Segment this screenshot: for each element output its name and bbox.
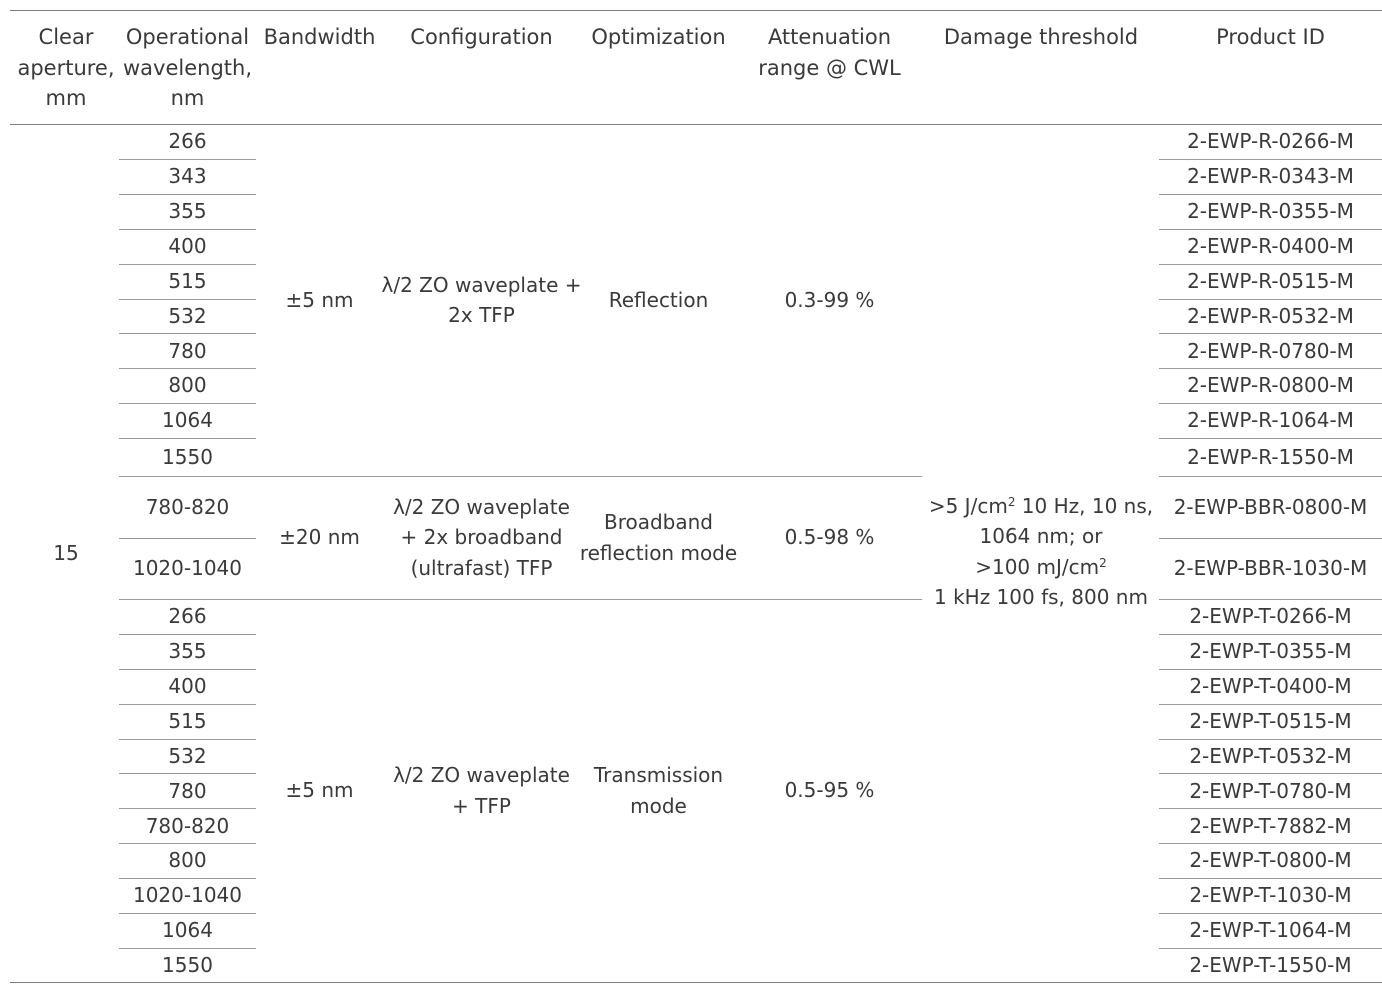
- cell-wavelength-line: 780-820: [145, 813, 230, 838]
- cell-product-id-line: 2-EWP-R-0400-M: [1187, 233, 1354, 258]
- cell-bandwidth-line: ±20 nm: [279, 525, 360, 550]
- cell-product-id-line: 2-EWP-R-0355-M: [1187, 198, 1354, 223]
- cell-product-id: [1159, 704, 1382, 739]
- cell-wavelength-line: 800: [168, 848, 207, 873]
- damage-line-1: >5 $J/cm^2$ 10 Hz, 10 ns,: [928, 493, 1154, 518]
- cell-product-id: [1159, 438, 1382, 476]
- cell-wavelength: [119, 124, 256, 159]
- cell-wavelength: [119, 669, 256, 704]
- cell-optimization: [580, 599, 737, 983]
- cell-bandwidth: [256, 599, 383, 983]
- cell-attenuation-range-line: 0.5-98 %: [784, 525, 875, 550]
- header-clear-aperture: [0, 22, 132, 114]
- cell-product-id: [1159, 159, 1382, 194]
- cell-product-id: [1159, 599, 1382, 634]
- cell-configuration-line: λ/2 ZO waveplate +: [381, 272, 582, 297]
- cell-configuration: [383, 124, 580, 477]
- cell-wavelength: [119, 948, 256, 983]
- cell-wavelength-line: 532: [168, 743, 207, 768]
- header-configuration: [383, 22, 580, 53]
- cell-wavelength: [119, 368, 256, 403]
- cell-optimization-line: reflection mode: [579, 540, 738, 565]
- header-damage-threshold-line: Damage threshold: [943, 25, 1139, 49]
- cell-wavelength-line: 515: [168, 268, 207, 293]
- cell-wavelength-line: 532: [168, 303, 207, 328]
- cell-product-id-line: 2-EWP-R-0343-M: [1187, 164, 1354, 189]
- cell-product-id: [1159, 124, 1382, 159]
- cell-bandwidth-line: ±5 nm: [285, 288, 354, 312]
- cell-product-id-line: 2-EWP-T-0800-M: [1189, 848, 1352, 873]
- cell-product-id: [1159, 264, 1382, 299]
- cell-wavelength-line: 266: [168, 129, 207, 154]
- cell-clear-aperture: [0, 124, 132, 982]
- header-attenuation-range-line: range @ CWL: [758, 55, 901, 80]
- cell-attenuation-range-line: 0.3-99 %: [784, 288, 875, 312]
- cell-product-id: [1159, 299, 1382, 334]
- header-operational-wavelength-line: wavelength,: [122, 55, 252, 80]
- cell-product-id: [1159, 333, 1382, 368]
- cell-clear-aperture-line: 15: [53, 540, 79, 565]
- cell-wavelength: [119, 913, 256, 948]
- cell-optimization-line: Reflection: [608, 288, 709, 312]
- cell-configuration-line: 2x TFP: [448, 303, 515, 328]
- cell-wavelength-line: 780-820: [145, 494, 230, 519]
- cell-product-id-line: 2-EWP-T-1550-M: [1189, 953, 1352, 978]
- cell-optimization-line: Broadband: [603, 510, 713, 534]
- header-bandwidth: [256, 22, 383, 53]
- cell-wavelength-line: 355: [168, 639, 207, 664]
- cell-configuration-line: λ/2 ZO waveplate: [393, 763, 570, 788]
- cell-product-id: [1159, 878, 1382, 913]
- cell-product-id-line: 2-EWP-T-0515-M: [1189, 708, 1352, 733]
- header-clear-aperture-line: aperture,: [17, 55, 115, 80]
- header-attenuation-range-line: Attenuation: [767, 25, 892, 49]
- cell-bandwidth: [256, 477, 383, 599]
- cell-configuration: [383, 599, 580, 983]
- cell-wavelength-line: 400: [168, 233, 207, 258]
- cell-product-id: [1159, 774, 1382, 809]
- cell-product-id-line: 2-EWP-R-0532-M: [1187, 303, 1354, 328]
- cell-wavelength: [119, 774, 256, 809]
- cell-wavelength-line: 1020-1040: [132, 883, 242, 908]
- header-bandwidth-line: Bandwidth: [263, 25, 376, 49]
- header-configuration-line: Configuration: [410, 25, 553, 49]
- cell-attenuation-range: [737, 477, 922, 599]
- cell-optimization: [580, 477, 737, 599]
- cell-wavelength: [119, 739, 256, 774]
- damage-line-4: 1 kHz 100 fs, 800 nm: [934, 585, 1148, 609]
- cell-wavelength-line: 266: [168, 603, 207, 628]
- table-bottom-rule: [10, 982, 1382, 983]
- cell-wavelength-line: 800: [168, 373, 207, 398]
- cell-product-id-line: 2-EWP-BBR-1030-M: [1173, 555, 1368, 580]
- header-optimization: [580, 22, 737, 53]
- cell-product-id: [1159, 229, 1382, 264]
- cell-product-id-line: 2-EWP-T-0780-M: [1189, 778, 1352, 803]
- cell-wavelength-line: 515: [168, 708, 207, 733]
- cell-wavelength-line: 400: [168, 673, 207, 698]
- header-clear-aperture-line: mm: [45, 86, 87, 110]
- cell-product-id: [1159, 739, 1382, 774]
- cell-wavelength: [119, 299, 256, 334]
- cell-product-id: [1159, 403, 1382, 438]
- cell-wavelength: [119, 403, 256, 438]
- cell-configuration: [383, 477, 580, 599]
- cell-product-id-line: 2-EWP-T-0400-M: [1189, 673, 1352, 698]
- cell-product-id-line: 2-EWP-R-0266-M: [1187, 129, 1354, 154]
- damage-line-3: >100 $mJ/cm^2$: [975, 554, 1107, 579]
- cell-product-id-line: 2-EWP-T-1030-M: [1189, 883, 1352, 908]
- cell-attenuation-range: [737, 599, 922, 983]
- cell-wavelength-line: 780: [168, 778, 207, 803]
- cell-wavelength: [119, 333, 256, 368]
- header-optimization-line: Optimization: [591, 25, 726, 49]
- cell-bandwidth-line: ±5 nm: [285, 778, 354, 803]
- cell-product-id-line: 2-EWP-T-0355-M: [1189, 639, 1352, 664]
- header-operational-wavelength-line: nm: [170, 86, 205, 110]
- cell-attenuation-range: [737, 124, 922, 477]
- cell-product-id: [1159, 669, 1382, 704]
- table-top-rule: [10, 10, 1382, 11]
- cell-wavelength: [119, 704, 256, 739]
- cell-product-id: [1159, 194, 1382, 229]
- cell-wavelength-line: 355: [168, 198, 207, 223]
- header-product-id: [1159, 22, 1382, 53]
- cell-optimization-line: mode: [630, 793, 687, 818]
- cell-wavelength: [119, 194, 256, 229]
- damage-line-2: 1064 nm; or: [979, 524, 1103, 548]
- cell-bandwidth: [256, 124, 383, 477]
- header-attenuation-range: [737, 22, 922, 83]
- cell-product-id: [1159, 843, 1382, 878]
- cell-configuration-line: + 2x broadband: [400, 525, 563, 550]
- cell-wavelength-line: 780: [168, 338, 207, 363]
- cell-product-id-line: 2-EWP-R-1550-M: [1187, 445, 1354, 470]
- cell-product-id: [1159, 808, 1382, 843]
- cell-configuration-line: λ/2 ZO waveplate: [393, 494, 570, 519]
- cell-wavelength-line: 1064: [162, 918, 213, 943]
- cell-product-id-line: 2-EWP-R-1064-M: [1187, 408, 1354, 433]
- cell-wavelength: [119, 159, 256, 194]
- cell-product-id-line: 2-EWP-T-7882-M: [1189, 813, 1352, 838]
- cell-wavelength: [119, 808, 256, 843]
- cell-wavelength-line: 1550: [162, 445, 213, 470]
- cell-product-id-line: 2-EWP-T-1064-M: [1189, 918, 1352, 943]
- cell-attenuation-range-line: 0.5-95 %: [784, 778, 875, 803]
- cell-configuration-line: + TFP: [452, 793, 511, 818]
- cell-product-id: [1159, 634, 1382, 669]
- header-operational-wavelength: [119, 22, 256, 114]
- header-damage-threshold: [922, 22, 1160, 53]
- cell-wavelength-line: 343: [168, 164, 207, 189]
- cell-wavelength: [119, 438, 256, 476]
- cell-wavelength: [119, 264, 256, 299]
- cell-wavelength: [119, 843, 256, 878]
- cell-product-id: [1159, 368, 1382, 403]
- cell-product-id-line: 2-EWP-T-0266-M: [1189, 603, 1352, 628]
- cell-wavelength: [119, 599, 256, 634]
- cell-wavelength-line: 1020-1040: [132, 555, 242, 580]
- cell-wavelength-line: 1064: [162, 408, 213, 433]
- cell-wavelength: [119, 229, 256, 264]
- cell-optimization: [580, 124, 737, 477]
- cell-product-id-line: 2-EWP-R-0780-M: [1187, 338, 1354, 363]
- cell-product-id-line: 2-EWP-BBR-0800-M: [1173, 494, 1368, 519]
- cell-product-id: [1159, 913, 1382, 948]
- cell-product-id: [1159, 477, 1382, 538]
- header-operational-wavelength-line: Operational: [125, 25, 250, 49]
- cell-configuration-line: (ultrafast) TFP: [410, 555, 553, 580]
- cell-product-id-line: 2-EWP-R-0800-M: [1187, 373, 1354, 398]
- cell-product-id-line: 2-EWP-T-0532-M: [1189, 743, 1352, 768]
- cell-damage-threshold: [922, 124, 1160, 979]
- cell-product-id-line: 2-EWP-R-0515-M: [1187, 268, 1354, 293]
- cell-wavelength: [119, 878, 256, 913]
- cell-optimization-line: Transmission: [593, 763, 724, 788]
- header-clear-aperture-line: Clear: [38, 25, 94, 49]
- cell-product-id: [1159, 948, 1382, 983]
- cell-wavelength: [119, 634, 256, 669]
- cell-wavelength: [119, 538, 256, 599]
- cell-wavelength-line: 1550: [162, 953, 213, 978]
- cell-product-id: [1159, 538, 1382, 599]
- cell-wavelength: [119, 477, 256, 538]
- header-product-id-line: Product ID: [1216, 25, 1325, 49]
